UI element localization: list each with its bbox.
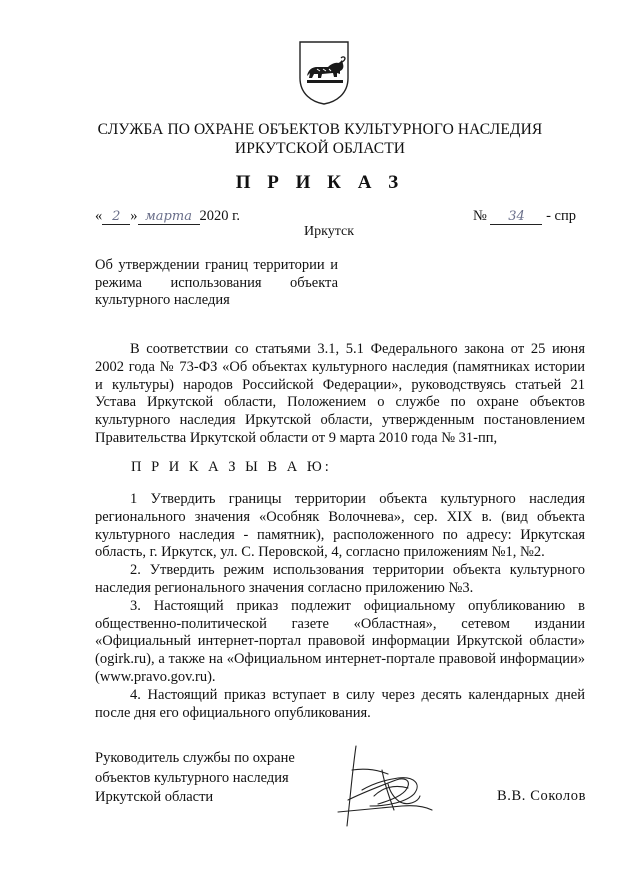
position-line: объектов культурного наследия [95,769,289,786]
item-line: (www.pravo.gov.ru). [95,668,216,685]
date-month: марта [138,209,200,225]
position-line: Иркутской области [95,789,214,805]
document-title: П Р И К А З [235,172,405,193]
decree-items [95,491,585,722]
coat-of-arms-icon [298,40,350,106]
item-line: 1 Утвердить границы территории объекта культурного наследия [130,491,585,507]
item-line: «Официальный интернет-портал правовой информации Иркутской области» [95,633,585,650]
item-line: 3. Настоящий приказ подлежит официальному опубликованию в [130,597,585,614]
order-number [473,208,576,225]
item-line: культурного наследия - памятник), расположенного по адресу: Иркутская [95,526,585,543]
subject-line: Об утверждении границ территории и [95,257,338,273]
number-prefix: № [473,208,487,224]
text-line: культурного наследия Иркутской области, утвержденным постановлением [95,412,585,429]
preamble-paragraph [95,341,585,448]
number-value: 34 [490,209,542,225]
item-line: после дня его официального опубликования. [95,704,371,721]
item-line: область, г. Иркутск, ул. С. Перовской, 4, согласно приложениям №1, №2. [95,544,545,561]
text-line: и культуры) народов Российской Федерации», руководствуясь статьей 21 [95,376,585,393]
item-line: (ogirk.ru), а также на «Официальном интернет-портале правовой информации» [95,651,585,668]
position-line: Руководитель службы по охране [95,750,295,766]
item-line: общественно-политической газете «Областная», сетевом издании [95,615,585,632]
order-subject [95,257,338,310]
organization-name-line-2: ИРКУТСКОЙ ОБЛАСТИ [234,140,406,157]
item-line: наследия регионального значения согласно приложению №3. [95,579,474,596]
order-date [95,208,240,225]
signatory-position [95,749,335,808]
organization-name-line-1: СЛУЖБА ПО ОХРАНЕ ОБЪЕКТОВ КУЛЬТУРНОГО НАСЛЕДИЯ [97,121,543,138]
item-line: 2. Утвердить режим использования территории объекта культурного [130,562,585,579]
date-open-quote: « [95,208,103,224]
city: Иркутск [303,224,355,239]
item-line: регионального значения «Особняк Волочнева», сер. XIX в. (вид объекта [95,508,585,525]
text-line: Устава Иркутской области, Положением о службе по охране объектов [95,394,585,411]
text-line: В соответствии со статьями 3.1, 5.1 Федерального закона от 25 июня [130,341,585,357]
number-suffix: - спр [546,208,576,224]
date-close-quote: » [130,208,138,224]
decree-word: П Р И К А З Ы В А Ю: [131,459,332,475]
subject-line: режима использования объекта [95,274,338,291]
signature-icon [318,740,438,830]
text-line: Правительства Иркутской области от 9 марта 2010 года № 31-пп, [95,429,498,446]
date-year: 2020 г. [199,208,241,224]
subject-line: культурного наследия [95,292,230,309]
date-day: 2 [102,209,130,225]
text-line: 2002 года № 73-ФЗ «Об объектах культурного наследия (памятниках истории [95,358,585,375]
item-line: 4. Настоящий приказ вступает в силу через десять календарных дней [130,686,585,703]
signer-name: В.В. Соколов [497,788,587,804]
